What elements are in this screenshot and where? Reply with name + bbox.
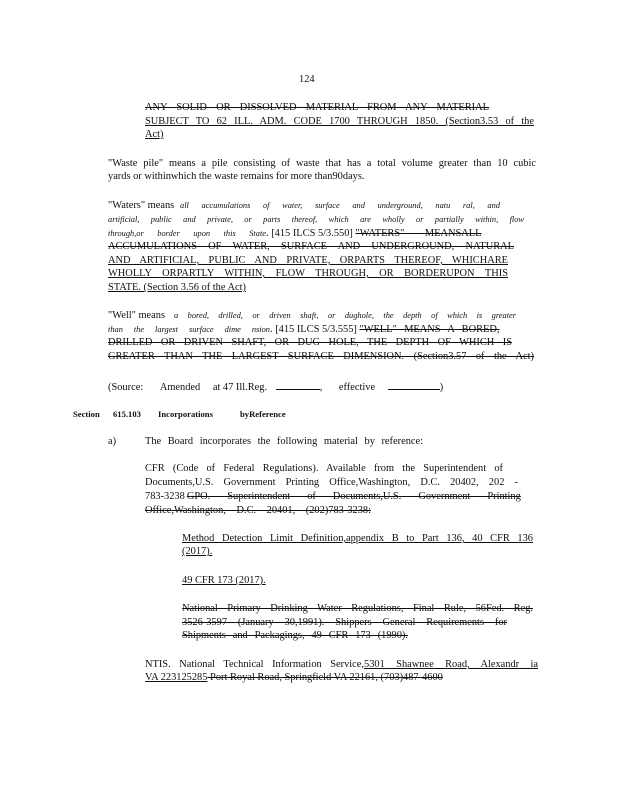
definition-waters: [108, 200, 500, 212]
deleted-text-line: GREATER THAN THE LARGEST SURFACE DIMENSION. (Section3.57 of the Act): [108, 351, 534, 362]
added-text-line: AND ARTIFICIAL, PUBLIC AND PRIVATE, ORPARTS THEREOF, WHICHARE: [108, 255, 508, 266]
definition-waste-pile-cont: yards or withinwhich the waste remains for more than90days.: [108, 171, 365, 182]
ntis-entry: [145, 659, 538, 671]
term-well: "Well" means: [108, 310, 165, 321]
source-register: at 47 Ill.Reg.: [212, 382, 268, 393]
added-text-line: Act): [145, 129, 164, 140]
statutory-text: a bored, drilled, or driven shaft, or dughole, the depth of which is greater: [174, 311, 516, 320]
added-text-line: SUBJECT TO 62 ILL. ADM. CODE 1700 THROUGH 1850. (Section3.53 of the: [145, 116, 534, 127]
statutory-text: all accumulations of water, surface and underground, natu ral, and: [180, 201, 500, 210]
added-text: 5301 Shawnee Road, Alexandr ia: [364, 659, 538, 670]
deleted-text-line: ACCUMULATIONS OF WATER, SURFACE AND UNDERGROUND, NATURAL: [108, 241, 514, 252]
item-text: The Board incorporates the following material by reference:: [145, 436, 423, 447]
section-number: 615.103: [113, 409, 141, 419]
source-note: [108, 380, 443, 394]
section-title-cont: byReference: [240, 409, 286, 419]
item-marker: a): [108, 436, 117, 447]
phone-number: 783-3238: [145, 491, 185, 502]
source-amended: Amended: [159, 382, 201, 393]
source-suffix: ): [439, 382, 444, 393]
citation: . [415 ILCS 5/3.555]: [270, 324, 357, 335]
definition-well-cite-line: [108, 324, 499, 336]
deleted-text: GPO. Superintendent of Documents,U.S. Government Printing: [186, 491, 521, 502]
cfr-entry: [145, 491, 521, 503]
added-text-line: 49 CFR 173 (2017).: [182, 575, 266, 586]
statutory-text: than the largest surface dime nsion: [108, 325, 270, 334]
definition-waters-cite-line: [108, 228, 481, 240]
deleted-text: "WATERS" MEANSALL: [355, 228, 482, 239]
source-prefix: (Source:: [108, 382, 144, 393]
statutory-text: through,or border upon this State: [108, 229, 266, 238]
ntis-text: NTIS. National Technical Information Service,: [145, 659, 364, 670]
added-text-line: (2017).: [182, 546, 213, 557]
section-label: Section: [73, 409, 100, 419]
deleted-text: Port Royal Road, Springfield VA 22161, (703)487-4600: [207, 672, 443, 683]
added-text-line: WHOLLY ORPARTLY WITHIN, FLOW THROUGH, OR BORDERUPON THIS: [108, 268, 508, 279]
added-text-line: STATE. (Section 3.56 of the Act): [108, 282, 246, 293]
deleted-text: "WELL" MEANS A BORED,: [359, 324, 500, 335]
deleted-text-line: Shipments and Packagings, 49 CFR 173 (1990).: [182, 630, 408, 641]
added-text: VA 223125285: [145, 672, 208, 683]
cfr-entry: CFR (Code of Federal Regulations). Available from the Superintendent of: [145, 463, 503, 474]
effective-date-blank: [388, 380, 440, 390]
deleted-text-line: ANY SOLID OR DISSOLVED MATERIAL FROM ANY MATERIAL: [145, 102, 489, 113]
deleted-text-line: National Primary Drinking Water Regulations, Final Rule, 56Fed. Reg.: [182, 603, 533, 614]
citation: . [415 ILCS 5/3.550]: [266, 228, 353, 239]
term-waters: "Waters" means: [108, 200, 175, 211]
deleted-text-line: Office,Washington, D.C. 20401, (202)783-3238:: [145, 505, 371, 516]
definition-waste-pile: "Waste pile" means a pile consisting of waste that has a total volume greater than 10 cubic: [108, 158, 536, 169]
source-comma: ,: [319, 382, 323, 393]
source-effective: effective: [338, 382, 376, 393]
deleted-text-line: 3526-3597 (January 30,1991). Shippers General Requirements for: [182, 617, 507, 628]
page-number: 124: [299, 74, 315, 85]
added-text-line: Method Detection Limit Definition,appendix B to Part 136, 40 CFR 136: [182, 533, 533, 544]
ntis-entry: [145, 672, 443, 684]
section-title: Incorporations: [158, 409, 213, 419]
register-page-blank: [276, 380, 320, 390]
definition-well: [108, 310, 516, 322]
deleted-text-line: DRILLED OR DRIVEN SHAFT, OR DUG HOLE, THE DEPTH OF WHICH IS: [108, 337, 512, 348]
cfr-entry: Documents,U.S. Government Printing Office,Washington, D.C. 20402, 202 -: [145, 477, 518, 488]
statutory-text: artificial, public and private, or parts thereof, which are wholly or partially within, flow: [108, 215, 524, 224]
